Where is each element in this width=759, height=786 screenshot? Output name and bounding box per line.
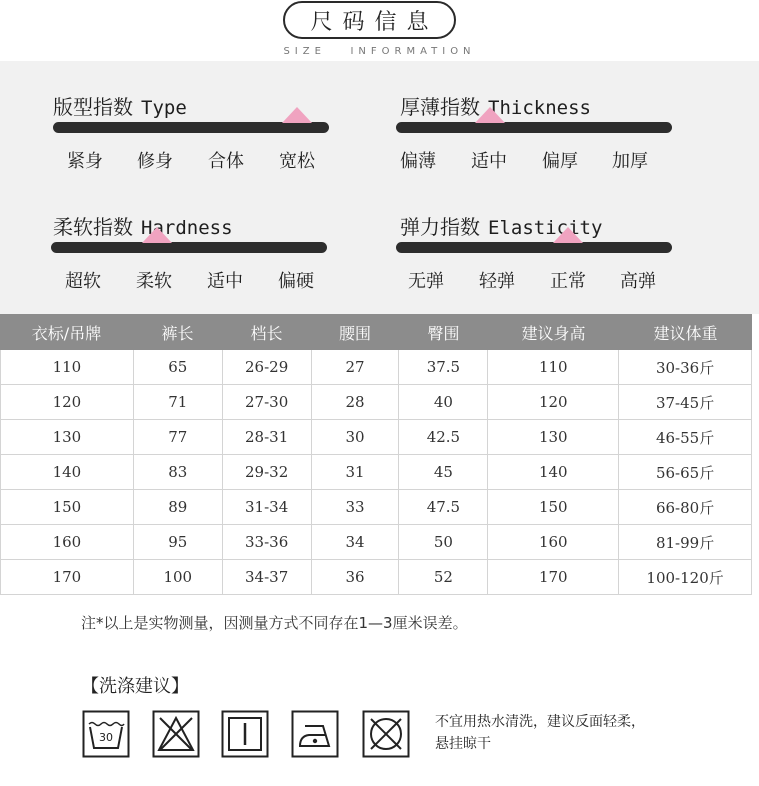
- table-cell: 71: [134, 385, 223, 419]
- table-row: [0, 385, 752, 420]
- table-cell: 33-36: [223, 525, 312, 559]
- table-cell: 120: [1, 385, 134, 419]
- index-option: 无弹: [408, 271, 444, 292]
- index-elasticity-title-zh: 弹力指数: [400, 215, 480, 239]
- table-cell: 65: [134, 350, 223, 384]
- wash-temp-label: 30: [99, 731, 113, 744]
- index-type-options: [53, 147, 353, 171]
- table-cell: 77: [134, 420, 223, 454]
- table-header-cell: 臀围: [427, 323, 460, 343]
- index-hardness-marker: [142, 227, 172, 243]
- table-cell: 89: [134, 490, 223, 524]
- index-type: [53, 91, 353, 181]
- no-dry-clean-icon: [362, 710, 410, 758]
- index-option: 偏硬: [278, 271, 314, 292]
- table-cell: 40: [399, 385, 488, 419]
- table-cell: 150: [1, 490, 134, 524]
- table-cell: 110: [488, 350, 619, 384]
- index-thickness: [400, 91, 700, 181]
- table-cell: 30: [312, 420, 400, 454]
- index-option: 修身: [137, 151, 173, 172]
- table-cell: 28-31: [223, 420, 312, 454]
- index-thickness-marker: [475, 107, 505, 123]
- table-cell: 130: [488, 420, 619, 454]
- table-cell: 140: [488, 455, 619, 489]
- table-cell: 30-36斤: [619, 350, 752, 384]
- index-hardness-options: [53, 267, 353, 291]
- washing-title: 【洗涤建议】: [81, 676, 189, 697]
- table-header-cell: 档长: [250, 323, 283, 343]
- index-thickness-options: [400, 147, 700, 171]
- table-header-row: [0, 314, 752, 350]
- index-type-title-zh: 版型指数: [53, 95, 133, 119]
- index-thickness-bar: [396, 122, 672, 133]
- table-cell: 130: [1, 420, 134, 454]
- index-elasticity-bar: [396, 242, 672, 253]
- table-cell: 27-30: [223, 385, 312, 419]
- table-cell: 100: [134, 560, 223, 594]
- table-cell: 42.5: [399, 420, 488, 454]
- table-cell: 47.5: [399, 490, 488, 524]
- table-row: [0, 525, 752, 560]
- table-cell: 50: [399, 525, 488, 559]
- table-cell: 34: [312, 525, 400, 559]
- index-hardness-bar: [51, 242, 327, 253]
- table-cell: 29-32: [223, 455, 312, 489]
- index-option: 合体: [208, 151, 244, 172]
- table-header-cell: 建议身高: [521, 323, 586, 343]
- table-cell: 45: [399, 455, 488, 489]
- table-cell: 66-80斤: [619, 490, 752, 524]
- table-cell: 37-45斤: [619, 385, 752, 419]
- index-elasticity: [400, 211, 700, 301]
- table-header-cell: 建议体重: [653, 323, 718, 343]
- index-type-title: [53, 91, 187, 120]
- table-cell: 31: [312, 455, 400, 489]
- washing-advice-line1: 不宜用热水清洗，建议反面轻柔，: [435, 714, 645, 730]
- table-cell: 150: [488, 490, 619, 524]
- table-header-cell: 裤长: [161, 323, 194, 343]
- table-cell: 33: [312, 490, 400, 524]
- index-hardness-title-zh: 柔软指数: [53, 215, 133, 239]
- line-dry-icon: [221, 710, 269, 758]
- table-cell: 81-99斤: [619, 525, 752, 559]
- section-subtitle: SIZE INFORMATION: [283, 46, 476, 57]
- index-thickness-title-en: Thickness: [488, 97, 591, 119]
- table-row: [0, 350, 752, 385]
- index-option: 轻弹: [479, 271, 515, 292]
- washing-advice: [435, 711, 645, 755]
- index-elasticity-marker: [553, 227, 583, 243]
- wash-30-icon: [82, 710, 130, 758]
- table-cell: 27: [312, 350, 400, 384]
- table-cell: 28: [312, 385, 400, 419]
- table-cell: 110: [1, 350, 134, 384]
- table-row: [0, 455, 752, 490]
- index-option: 正常: [550, 271, 586, 292]
- table-cell: 120: [488, 385, 619, 419]
- table-cell: 83: [134, 455, 223, 489]
- table-header-cell: 衣标/吊牌: [31, 323, 102, 343]
- iron-low-icon: [291, 710, 339, 758]
- table-cell: 95: [134, 525, 223, 559]
- table-cell: 31-34: [223, 490, 312, 524]
- table-cell: 160: [1, 525, 134, 559]
- index-option: 超软: [65, 271, 101, 292]
- table-row: [0, 420, 752, 455]
- index-hardness: [53, 211, 353, 301]
- table-row: [0, 490, 752, 525]
- table-cell: 170: [1, 560, 134, 594]
- index-option: 宽松: [279, 151, 315, 172]
- table-row: [0, 560, 752, 595]
- index-option: 偏薄: [400, 151, 436, 172]
- index-type-marker: [282, 107, 312, 123]
- table-cell: 37.5: [399, 350, 488, 384]
- table-cell: 46-55斤: [619, 420, 752, 454]
- table-cell: 52: [399, 560, 488, 594]
- table-cell: 140: [1, 455, 134, 489]
- index-elasticity-options: [400, 267, 700, 291]
- index-hardness-title-en: Hardness: [141, 217, 233, 239]
- size-table: [0, 314, 752, 595]
- index-option: 柔软: [136, 271, 172, 292]
- table-cell: 56-65斤: [619, 455, 752, 489]
- index-thickness-title-zh: 厚薄指数: [400, 95, 480, 119]
- index-option: 高弹: [620, 271, 656, 292]
- index-option: 适中: [471, 151, 507, 172]
- index-option: 偏厚: [542, 151, 578, 172]
- table-cell: 26-29: [223, 350, 312, 384]
- table-cell: 36: [312, 560, 400, 594]
- index-elasticity-title-en: Elasticity: [488, 217, 603, 239]
- index-type-bar: [53, 122, 329, 133]
- table-cell: 100-120斤: [619, 560, 752, 594]
- table-cell: 34-37: [223, 560, 312, 594]
- no-bleach-icon: [152, 710, 200, 758]
- index-option: 加厚: [612, 151, 648, 172]
- index-option: 适中: [207, 271, 243, 292]
- section-title: 尺码信息: [283, 1, 456, 39]
- washing-advice-line2: 悬挂晾干: [435, 736, 491, 752]
- table-cell: 170: [488, 560, 619, 594]
- table-cell: 160: [488, 525, 619, 559]
- fabric-index-panel: [0, 61, 759, 314]
- index-type-title-en: Type: [141, 97, 187, 119]
- index-option: 紧身: [67, 151, 103, 172]
- measurement-note: 注*以上是实物测量，因测量方式不同存在1—3厘米误差。: [81, 614, 468, 632]
- table-header-cell: 腰围: [338, 323, 371, 343]
